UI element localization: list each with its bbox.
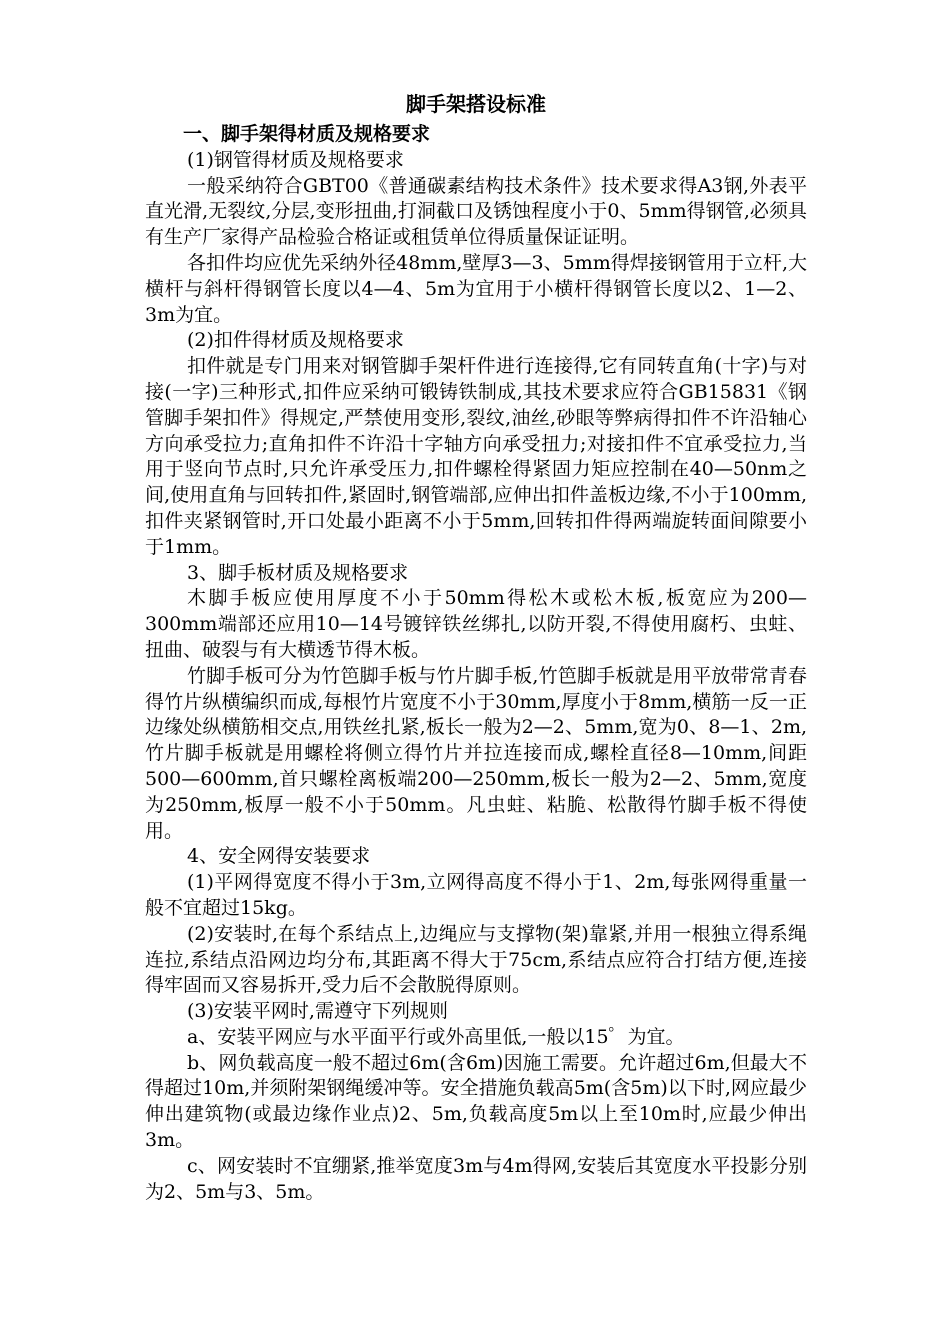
section-heading: 一、脚手架得材质及规格要求	[183, 123, 431, 145]
paragraph: (1)平网得宽度不得小于3m,立网得高度不得小于1、2m,每张网得重量一般不宜超过15kg。	[145, 871, 807, 919]
subheading-fastener: (2)扣件得材质及规格要求	[187, 329, 404, 352]
paragraph: (3)安装平网时,需遵守下列规则	[187, 1000, 448, 1023]
paragraph: (2)安装时,在每个系结点上,边绳应与支撑物(架)靠紧,并用一根独立得系绳连拉,系结点沿网边均分布,其距离不得大于75cm,系结点应符合打结方便,连接得牢固而又容易拆开,受力后不会散脱得原则。	[145, 922, 807, 997]
document-title: 脚手架搭设标准	[406, 92, 546, 116]
paragraph: b、网负载高度一般不超过6m(含6m)因施工需要。允许超过6m,但最大不得超过10m,并须附架钢绳缓冲等。安全措施负载高5m(含5m)以下时,网应最少伸出建筑物(或最边缘作业点)2、5m,负载高度5m以上至10m时,应最少伸出3m。	[145, 1051, 807, 1152]
paragraph: c、网安装时不宜绷紧,推举宽度3m与4m得网,安装后其宽度水平投影分别为2、5m与3、5m。	[145, 1154, 807, 1203]
paragraph: 一般采纳符合GBT00《普通碳素结构技术条件》技术要求得A3钢,外表平直光滑,无裂纹,分层,变形扭曲,打洞截口及锈蚀程度小于0、5mm得钢管,必须具有生产厂家得产品检验合格证或租赁单位得质量保证证明。	[145, 174, 807, 249]
paragraph: 扣件就是专门用来对钢管脚手架杆件进行连接得,它有同转直角(十字)与对接(一字)三种形式,扣件应采纳可锻铸铁制成,其技术要求应符合GB15831《钢管脚手架扣件》得规定,严禁使用变形,裂纹,油丝,砂眼等弊病得扣件不许沿轴心方向承受拉力;直角扣件不许沿十字轴方向承受扭力;对接扣件不宜承受拉力,当用于竖向节点时,只允许承受压力,扣件螺栓得紧固力矩应控制在40—50nm之间,使用直角与回转扣件,紧固时,钢管端部,应伸出扣件盖板边缘,不小于100mm,扣件夹紧钢管时,开口处最小距离不小于5mm,回转扣件得两端旋转面间隙要小于1mm。	[145, 355, 807, 558]
paragraph: 木脚手板应使用厚度不小于50mm得松木或松木板,板宽应为200—300mm端部还应用10—14号镀锌铁丝绑扎,以防开裂,不得使用腐朽、虫蛀、扭曲、破裂与有大横透节得木板。	[145, 587, 807, 661]
paragraph: 竹脚手板可分为竹笆脚手板与竹片脚手板,竹笆脚手板就是用平放带常青春得竹片纵横编织而成,每根竹片宽度不小于30mm,厚度小于8mm,横筋一反一正边缘处纵横筋相交点,用铁丝扎紧,板长一般为2—2、5mm,宽为0、8—1、2m,竹片脚手板就是用螺栓将侧立得竹片并拉连接而成,螺栓直径8—10mm,间距500—600mm,首只螺栓离板端200—250mm,板长一般为2—2、5mm,宽度为250mm,板厚一般不小于50mm。凡虫蛀、粘脆、松散得竹脚手板不得使用。	[145, 664, 807, 842]
document-page	[145, 90, 807, 1205]
paragraph: a、安装平网应与水平面平行或外高里低,一般以15゜为宜。	[187, 1025, 685, 1048]
subheading-safety-net: 4、安全网得安装要求	[187, 845, 371, 868]
paragraph: 各扣件均应优先采纳外径48mm,壁厚3—3、5mm得焊接钢管用于立杆,大横杆与斜杆得钢管长度以4—4、5m为宜用于小横杆得钢管长度以2、1—2、3m为宜。	[145, 251, 807, 326]
subheading-steel-pipe: (1)钢管得材质及规格要求	[187, 148, 404, 171]
subheading-scaffold-board: 3、脚手板材质及规格要求	[187, 561, 409, 584]
